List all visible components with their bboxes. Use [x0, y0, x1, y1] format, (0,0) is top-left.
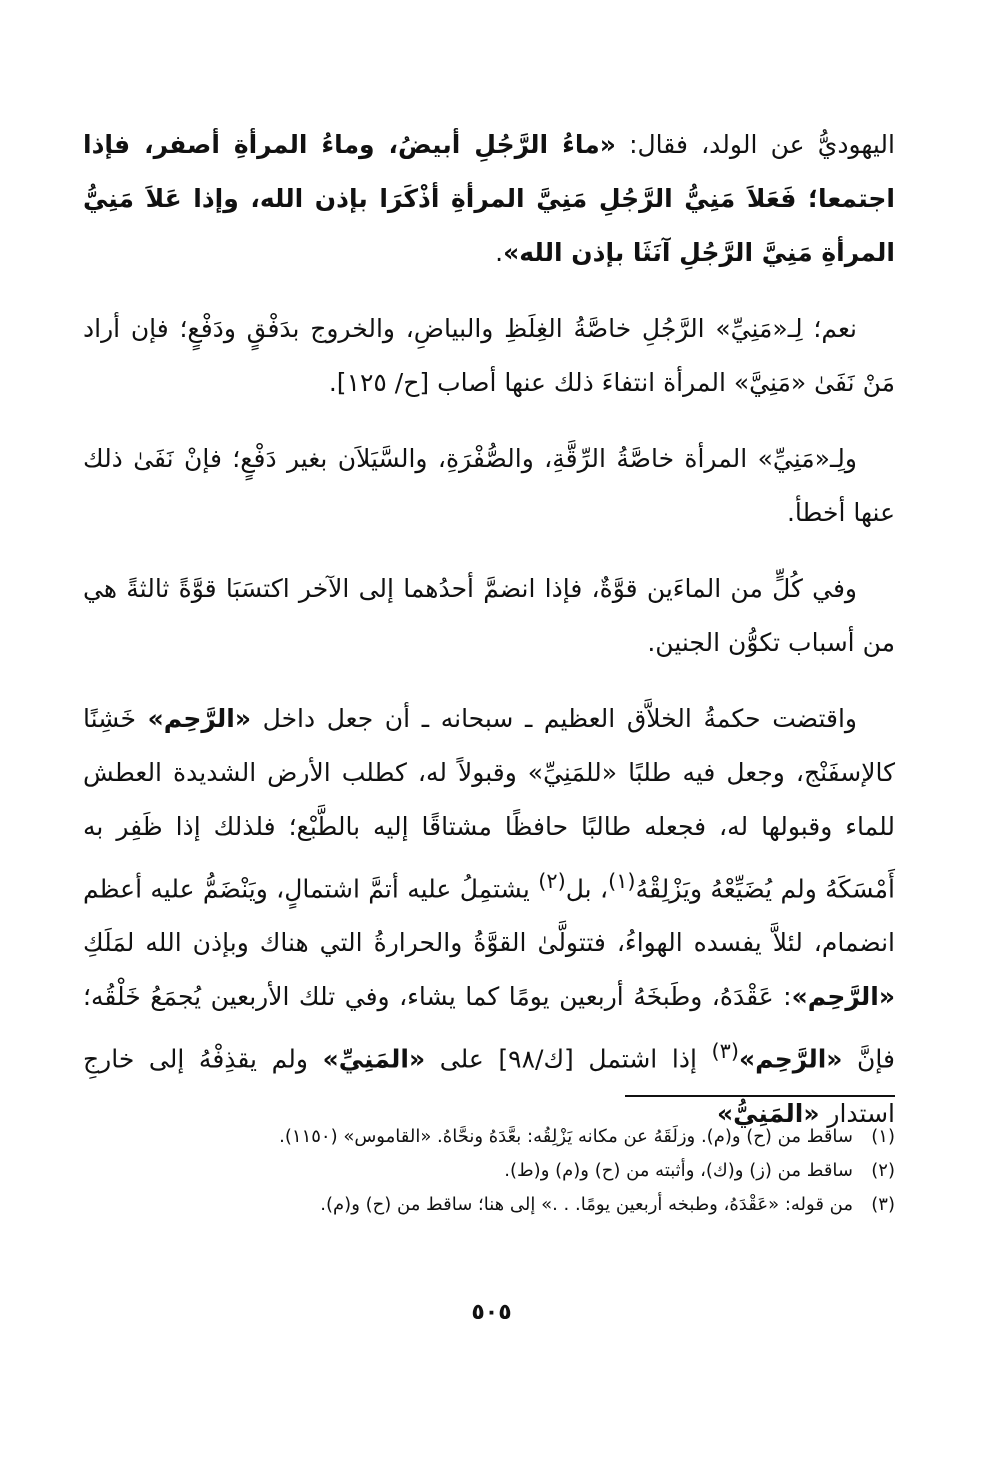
bold-run: «المَنِيِّ»: [322, 1044, 426, 1074]
footnote-ref: (٣): [711, 1039, 739, 1064]
footnote-number: (٢): [871, 1160, 895, 1181]
text-run: يشتمِلُ عليه أتمَّ اشتمالٍ، ويَنْضَمُّ عليه أعظم انضمام، لئلاَّ يفسده الهواءُ، فتتولَّىٰ القوَّةُ والحرارةُ التي هناك وبإذن الله لمَلَكِ: [83, 874, 895, 958]
text-run: .: [495, 238, 504, 267]
footnote-number: (١): [871, 1126, 895, 1147]
footnote: [83, 1188, 895, 1222]
paragraph: [83, 118, 895, 280]
text-run: واقتضت حكمةُ الخلاَّق العظيم ـ سبحانه ـ أن جعل داخل: [251, 704, 857, 733]
text-run: اليهوديُّ عن الولد، فقال:: [615, 130, 895, 159]
paragraph: [83, 692, 895, 1141]
text-run: نعم؛ لِـ«مَنِيِّ» الرَّجُلِ خاصَّةُ الغِلَظِ والبياضِ، والخروج بدَفْقٍ ودَفْعٍ؛ فإن أراد مَنْ نَفَىٰ «مَنِيَّ» المرأة انتفاءَ ذلك عنها أصاب [ح/ ١٢٥].: [83, 314, 895, 397]
footnote-number: (٣): [871, 1194, 895, 1215]
footnote: [83, 1154, 895, 1188]
footnote-divider: [625, 1095, 895, 1097]
paragraph: [83, 432, 895, 540]
bold-run: «ماءُ الرَّجُلِ أبيضُ، وماءُ المرأةِ أصفر، فإذا اجتمعا؛ فَعَلاَ مَنِيُّ الرَّجُلِ مَنِيَّ المرأةِ أذْكَرَا بإذن الله، وإذا عَلاَ مَنِيُّ المرأةِ مَنِيَّ الرَّجُلِ آنَثَا بإذن الله»: [83, 130, 895, 267]
bold-run: «الرَّحِم»: [147, 704, 251, 733]
bold-run: «الرَّحِم»: [739, 1044, 843, 1074]
bold-run: «الرَّحِم»: [791, 982, 895, 1012]
footnote: [83, 1120, 895, 1154]
text-run: وفي كُلٍّ من الماءَين قوَّةٌ، فإذا انضمَّ أحدُهما إلى الآخر اكتسَبَا قوَّةً ثالثةً هي من أسباب تكوُّن الجنين.: [83, 574, 895, 657]
text-run: ، بل: [565, 874, 609, 904]
text-run: إذا اشتمل [ك/٩٨] على: [425, 1044, 712, 1074]
paragraph: [83, 302, 895, 410]
footnote-ref: (٢): [538, 869, 566, 893]
text-run: ولم يقذِفْهُ إلى خارجِ استدار: [83, 1044, 895, 1128]
main-text: [83, 118, 895, 1141]
paragraph: [83, 562, 895, 670]
footnote-ref: (١): [608, 869, 636, 893]
text-run: : عَقْدَهُ، وطَبخَهُ أربعين يومًا كما يشاء، وفي تلك الأربعين يُجمَعُ خَلْقُه؛ فإنَّ: [83, 982, 895, 1074]
page-number: ٥٠٥: [471, 1300, 512, 1325]
text-run: ولِـ«مَنِيِّ» المرأة خاصَّةُ الرِّقَّةِ، والصُّفْرَةِ، والسَّيَلاَن بغير دَفْعٍ؛ فإنْ نَفَىٰ ذلك عنها أخطأ.: [83, 444, 895, 527]
footnotes: [83, 1120, 895, 1222]
footnote-text: ساقط من (ز) و(ك)، وأثبته من (ح) و(م) و(ط).: [504, 1160, 853, 1181]
bold-run: «المَنِيُّ»: [716, 1098, 820, 1128]
text-run: خَشِنًا كالإسفَنْج، وجعل فيه طلبًا «للمَنِيِّ» وقبولاً له، كطلب الأرض الشديدة العطش للماء وقبولها له، فجعله طالبًا حافظًا مشتاقًا إليه بالطَّبْع؛ فلذلك إذا ظَفِر به أَمْسَكَهُ ولم يُضَيِّعْهُ ويَزْلِقْهُ: [83, 704, 895, 904]
footnote-text: من قوله: «عَقْدَهُ، وطبخه أربعين يومًا. . .» إلى هنا؛ ساقط من (ح) و(م).: [320, 1194, 853, 1215]
footnote-text: ساقط من (ح) و(م). وزلَقَهُ عن مكانه يَزْلِقُه: بعَّدَهُ ونحَّاهُ. «القاموس» (١١٥٠).: [279, 1126, 853, 1147]
